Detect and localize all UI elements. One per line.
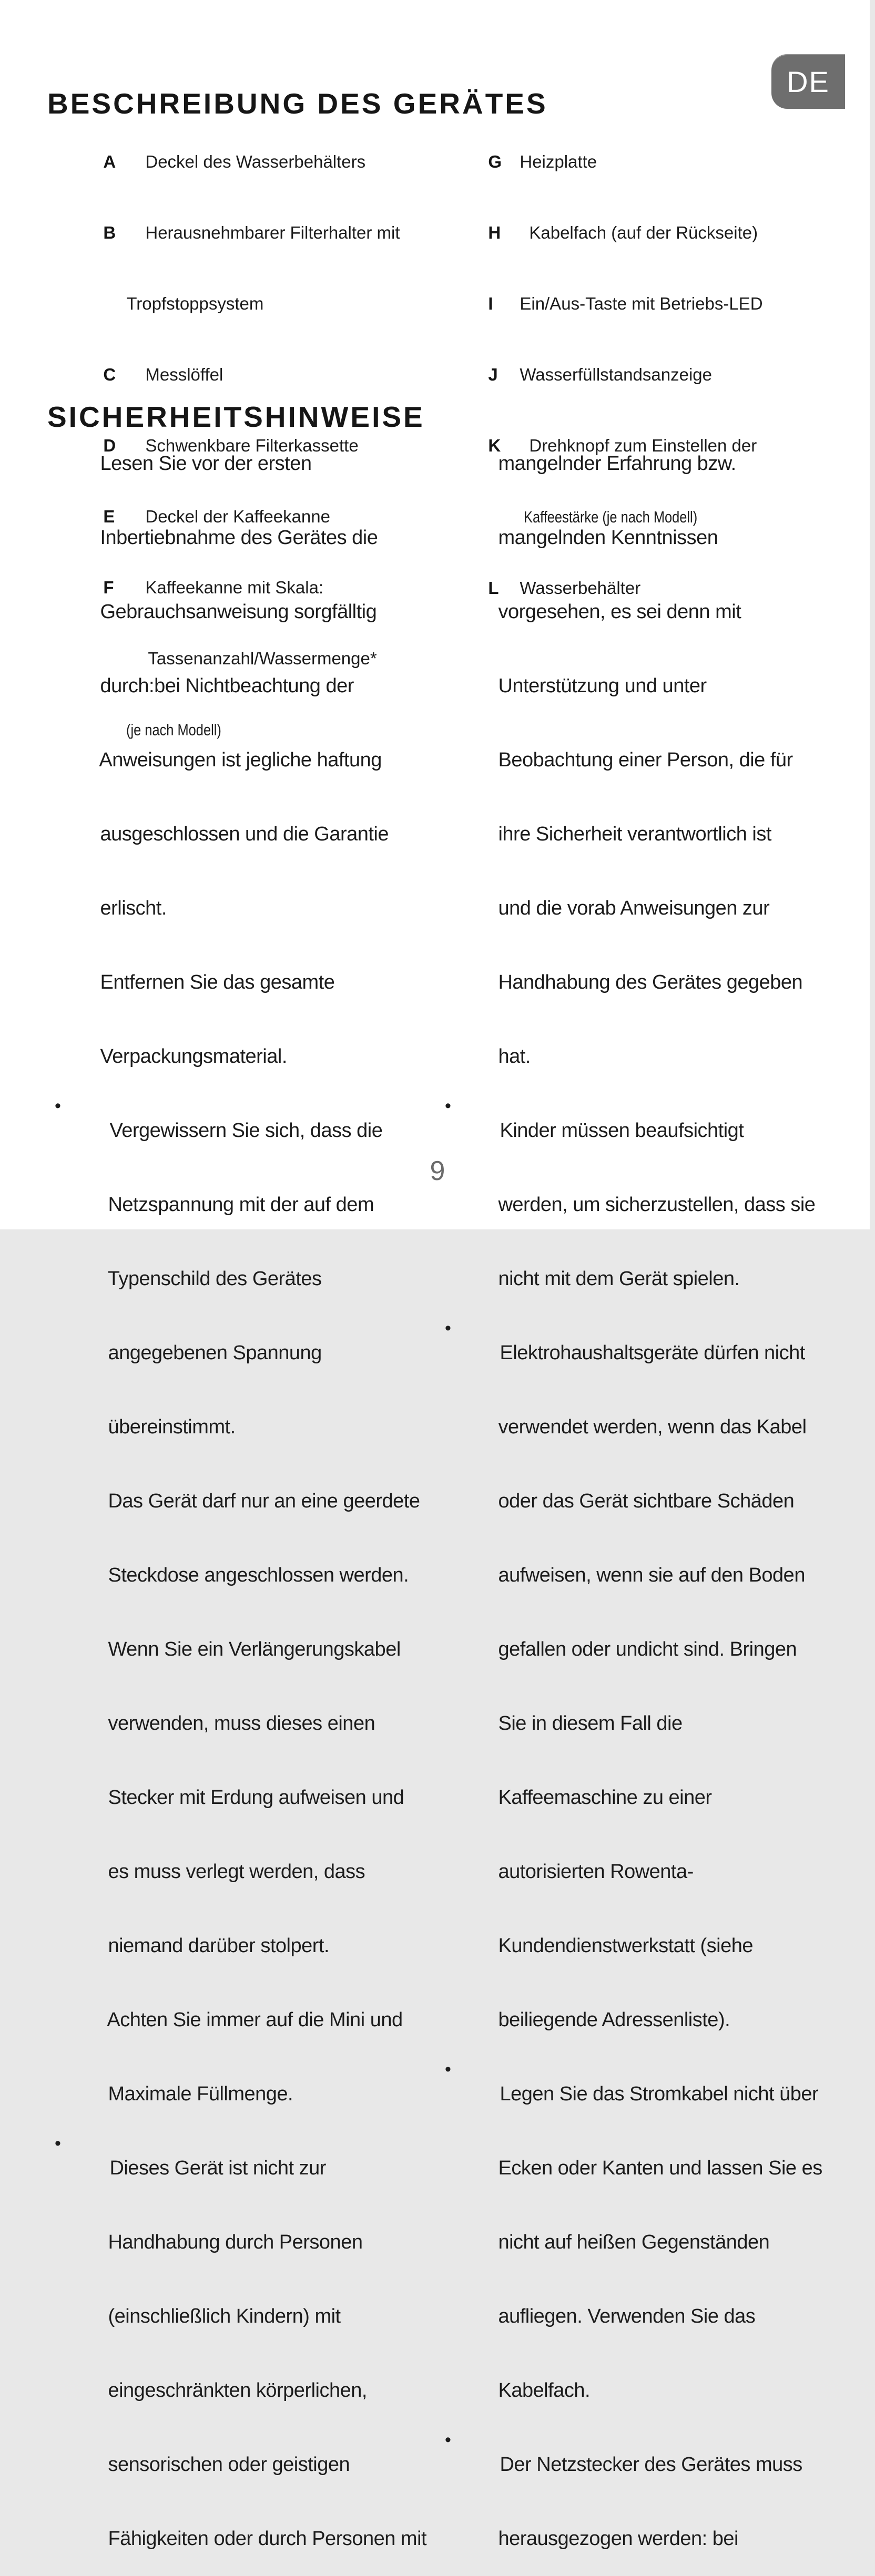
safety-text-line xyxy=(456,427,822,501)
safety-text-line xyxy=(456,1242,822,1316)
safety-text-line xyxy=(66,1835,426,1909)
safety-text: Der Netzstecker des Gerätes muss xyxy=(500,2454,802,2476)
safety-text: nicht auf heißen Gegenständen xyxy=(498,2231,770,2253)
part-letter: B xyxy=(103,223,116,242)
safety-column-right xyxy=(435,427,822,2576)
part-label: Wasserbehälter xyxy=(520,578,641,598)
safety-text: aufliegen. Verwenden Sie das xyxy=(498,2305,756,2327)
safety-text: Kinder müssen beaufsichtigt xyxy=(500,1120,744,1142)
safety-text-line xyxy=(456,1835,822,1909)
safety-text-line xyxy=(456,501,822,575)
part-label: Drehknopf zum Einstellen der xyxy=(529,436,757,455)
safety-text: angegebenen Spannung xyxy=(108,1342,322,1364)
safety-text: Maximale Füllmenge. xyxy=(108,2083,293,2105)
safety-text-line xyxy=(58,797,426,871)
part-letter: C xyxy=(103,365,116,384)
language-badge-label: DE xyxy=(787,65,830,98)
safety-text-line xyxy=(456,1983,822,2057)
safety-text-line xyxy=(456,2354,822,2428)
safety-text: niemand darüber stolpert. xyxy=(108,1935,329,1957)
part-label: Deckel des Wasserbehälters xyxy=(145,152,366,171)
safety-column-left xyxy=(45,427,426,2576)
part-label: Deckel der Kaffeekanne xyxy=(145,507,330,526)
safety-text: Typenschild des Gerätes xyxy=(107,1268,322,1290)
parts-item xyxy=(450,339,763,410)
safety-text-line xyxy=(66,1687,426,1761)
safety-text-line xyxy=(66,1613,426,1687)
parts-item xyxy=(65,126,400,197)
part-label: Wasserfüllstandsanzeige xyxy=(520,365,712,384)
safety-text: ihre Sicherheit verantwortlich ist xyxy=(498,823,771,845)
safety-text-line xyxy=(66,2280,426,2354)
safety-text-line xyxy=(456,2205,822,2280)
safety-text: (einschließlich Kindern) mit xyxy=(108,2305,341,2327)
part-label: Tropfstoppsystem xyxy=(126,294,264,313)
safety-text-line xyxy=(66,1909,426,1983)
safety-text-line xyxy=(66,1983,426,2057)
safety-text: Handhabung durch Personen xyxy=(108,2231,363,2253)
part-label: Kaffeekanne mit Skala: xyxy=(145,578,324,597)
parts-item xyxy=(450,197,763,268)
page-number: 9 xyxy=(430,1156,445,1186)
part-letter: D xyxy=(103,436,116,455)
safety-text-line xyxy=(58,723,426,797)
safety-text-line xyxy=(456,1538,822,1613)
part-letter: I xyxy=(488,294,493,313)
safety-text: Lesen Sie vor der ersten xyxy=(100,453,312,475)
part-letter: A xyxy=(103,152,116,171)
safety-text-line xyxy=(58,1020,426,1094)
safety-text-line xyxy=(66,1464,426,1538)
safety-text-line xyxy=(456,723,822,797)
safety-text-line xyxy=(456,1761,822,1835)
safety-text: sensorischen oder geistigen xyxy=(108,2454,350,2476)
safety-text-line xyxy=(66,2205,426,2280)
part-letter: F xyxy=(103,578,114,597)
safety-text-line xyxy=(66,1538,426,1613)
section-title-description: BESCHREIBUNG DES GERÄTES xyxy=(47,87,548,120)
safety-text: Wenn Sie ein Verlängerungskabel xyxy=(108,1638,401,1660)
part-letter: K xyxy=(488,436,501,455)
safety-text: verwendet werden, wenn das Kabel xyxy=(498,1416,807,1438)
safety-text: hat. xyxy=(498,1045,531,1068)
safety-text-line xyxy=(66,2502,426,2576)
safety-text-line xyxy=(456,946,822,1020)
safety-text-line xyxy=(66,2057,426,2131)
parts-item xyxy=(450,268,763,339)
safety-text: mangelnder Erfahrung bzw. xyxy=(498,453,736,475)
safety-text-line xyxy=(456,1909,822,1983)
safety-text: übereinstimmt. xyxy=(108,1416,236,1438)
safety-text: aufweisen, wenn sie auf den Boden xyxy=(498,1564,805,1586)
part-label: Heizplatte xyxy=(520,152,597,171)
safety-text: es muss verlegt werden, dass xyxy=(108,1861,365,1883)
safety-text: Unterstützung und unter xyxy=(498,675,707,697)
safety-text-line xyxy=(58,575,426,649)
safety-text-line xyxy=(58,427,426,501)
part-letter: J xyxy=(488,365,498,384)
part-label: Schwenkbare Filterkassette xyxy=(145,436,359,455)
safety-text: Ecken oder Kanten und lassen Sie es xyxy=(498,2157,822,2179)
safety-text: Kabelfach. xyxy=(498,2379,591,2401)
safety-text: Vergewissern Sie sich, dass die xyxy=(109,1120,383,1142)
safety-text-line xyxy=(456,797,822,871)
safety-text: verwenden, muss dieses einen xyxy=(108,1712,375,1735)
safety-text-line xyxy=(456,1390,822,1464)
safety-text: mangelnden Kenntnissen xyxy=(498,527,718,549)
safety-text-line xyxy=(58,946,426,1020)
part-label: Ein/Aus-Taste mit Betriebs-LED xyxy=(520,294,763,313)
safety-text-line xyxy=(66,2354,426,2428)
part-letter: E xyxy=(103,507,115,526)
safety-text: Achten Sie immer auf die Mini und xyxy=(107,2009,403,2031)
safety-text-line xyxy=(58,501,426,575)
safety-text: Gebrauchsanweisung sorgfälltig xyxy=(100,601,377,623)
parts-item xyxy=(65,197,400,268)
safety-text-line xyxy=(66,1761,426,1835)
safety-text: herausgezogen werden: bei xyxy=(498,2528,738,2550)
part-letter: G xyxy=(488,152,502,171)
section-title-safety: SICHERHEITSHINWEISE xyxy=(47,400,425,433)
safety-text: ausgeschlossen und die Garantie xyxy=(100,823,389,845)
safety-text-line xyxy=(456,1613,822,1687)
safety-text-line xyxy=(456,575,822,649)
safety-text-line xyxy=(66,1242,426,1316)
safety-text-line xyxy=(58,649,426,723)
part-label: Kabelfach (auf der Rückseite) xyxy=(529,223,758,242)
part-label: (je nach Modell) xyxy=(126,721,222,739)
safety-text: Sie in diesem Fall die xyxy=(498,1712,683,1735)
safety-text: nicht mit dem Gerät spielen. xyxy=(498,1268,740,1290)
safety-text-line xyxy=(456,2502,822,2576)
parts-item xyxy=(65,339,400,410)
safety-text-line xyxy=(66,1390,426,1464)
safety-text: Netzspannung mit der auf dem xyxy=(108,1194,374,1216)
safety-text-line xyxy=(66,1316,426,1390)
safety-text-line xyxy=(67,2131,426,2205)
safety-text-line xyxy=(58,871,426,946)
part-label: Herausnehmbarer Filterhalter mit xyxy=(145,223,400,242)
safety-text: Elektrohaushaltsgeräte dürfen nicht xyxy=(500,1342,805,1364)
safety-text: Fähigkeiten oder durch Personen mit xyxy=(108,2528,427,2550)
part-label: Tassenanzahl/Wassermenge* xyxy=(148,649,377,668)
part-label: Kaffeestärke (je nach Modell) xyxy=(524,508,698,526)
safety-text: vorgesehen, es sei denn mit xyxy=(498,601,741,623)
safety-text: Entfernen Sie das gesamte xyxy=(100,971,335,993)
safety-text: Verpackungsmaterial. xyxy=(100,1045,287,1068)
part-label: Messlöffel xyxy=(145,365,223,384)
safety-text-line xyxy=(456,1464,822,1538)
safety-text-line xyxy=(66,2428,426,2502)
safety-text: Dieses Gerät ist nicht zur xyxy=(109,2157,326,2179)
safety-text: beiliegende Adressenliste). xyxy=(498,2009,730,2031)
safety-text-line xyxy=(457,2057,822,2131)
part-letter: L xyxy=(488,578,499,598)
safety-text-line xyxy=(456,1687,822,1761)
safety-text: Kaffeemaschine zu einer xyxy=(498,1787,712,1809)
safety-text: Beobachtung einer Person, die für xyxy=(498,749,793,771)
safety-text-line xyxy=(457,2428,822,2502)
safety-text: und die vorab Anweisungen zur xyxy=(498,897,770,919)
safety-text: autorisierten Rowenta- xyxy=(498,1861,694,1883)
safety-text: Anweisungen ist jegliche haftung xyxy=(99,749,382,771)
safety-text-line xyxy=(456,2280,822,2354)
safety-text: gefallen oder undicht sind. Bringen xyxy=(498,1638,797,1660)
safety-text: Stecker mit Erdung aufweisen und xyxy=(108,1787,404,1809)
safety-text: durch:bei Nichtbeachtung der xyxy=(100,675,354,697)
safety-text-line xyxy=(456,871,822,946)
safety-text: eingeschränkten körperlichen, xyxy=(108,2379,367,2401)
safety-text-line xyxy=(456,649,822,723)
safety-text: Kundendienstwerkstatt (siehe xyxy=(498,1935,753,1957)
safety-text: Inbertiebnahme des Gerätes die xyxy=(100,527,378,549)
safety-text: werden, um sicherzustellen, dass sie xyxy=(498,1194,816,1216)
safety-text: Handhabung des Gerätes gegeben xyxy=(498,971,803,993)
language-badge xyxy=(771,54,845,109)
parts-item xyxy=(450,126,763,197)
part-letter: H xyxy=(488,223,501,242)
safety-text: Legen Sie das Stromkabel nicht über xyxy=(500,2083,819,2105)
safety-text-line xyxy=(456,1020,822,1094)
safety-text: Das Gerät darf nur an eine geerdete xyxy=(108,1490,420,1512)
safety-text: oder das Gerät sichtbare Schäden xyxy=(498,1490,795,1512)
safety-text-line xyxy=(456,2131,822,2205)
safety-text-line xyxy=(457,1316,822,1390)
safety-text: Steckdose angeschlossen werden. xyxy=(108,1564,409,1586)
parts-item xyxy=(65,268,400,339)
safety-text: erlischt. xyxy=(100,897,167,919)
